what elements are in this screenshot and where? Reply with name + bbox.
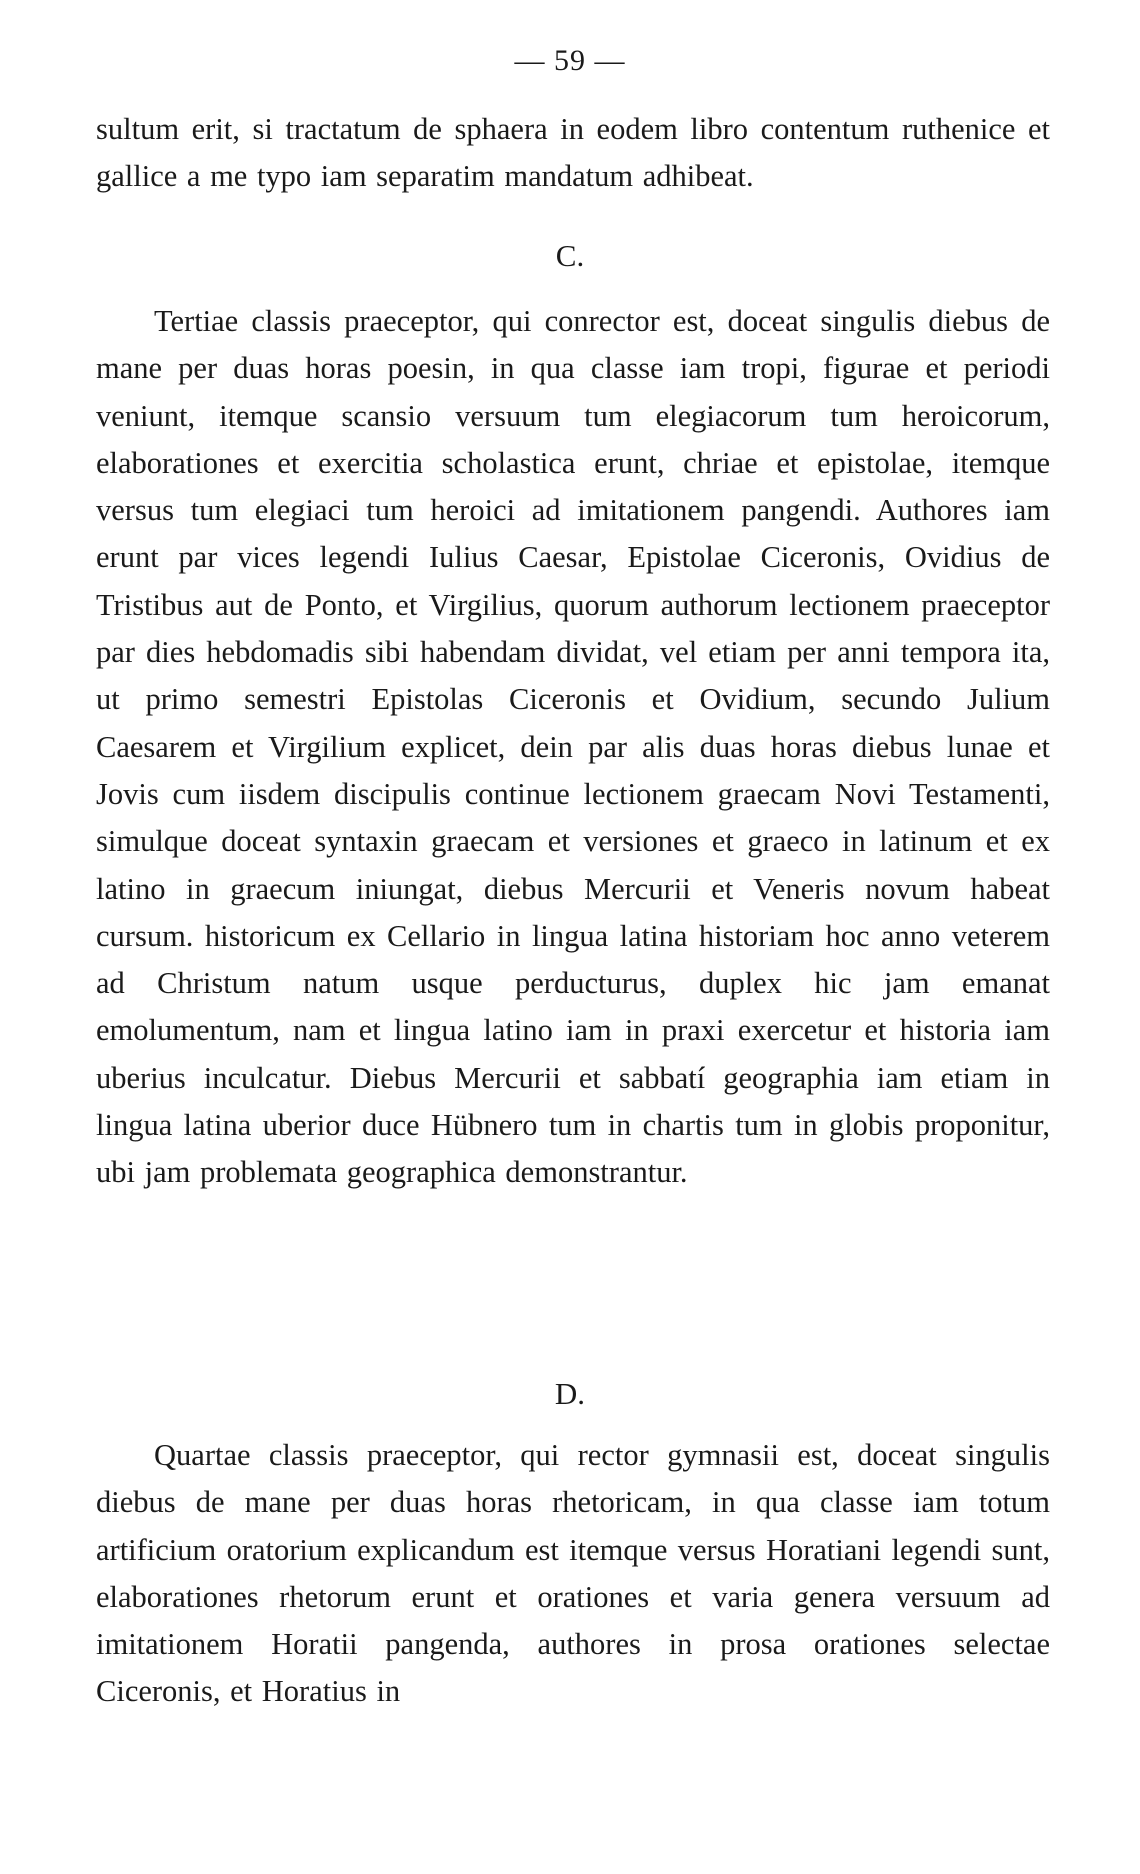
continuation-text: sultum erit, si tractatum de sphaera in eodem libro contentum ruthenice et gallice a me typo iam separatim mandatum adhibeat. [96, 112, 1050, 194]
section-d-heading: D. [554, 1376, 586, 1411]
section-c-heading: C. [555, 238, 585, 273]
page-number: — 59 — [514, 44, 626, 77]
section-d-text: Quartae classis praeceptor, qui rector gymnasii est, doceat singulis diebus de mane per duas horas rhetoricam, in qua classe iam totum artificium oratorium explicandum est itemque versus Horatiani legendi sunt, elaborationes rhetorum erunt et orationes et varia genera versuum ad imitationem Horatii pangenda, authores in prosa orationes selectae Ciceronis, et Horatius in [96, 1438, 1050, 1709]
section-d-paragraph [96, 1432, 1050, 1716]
continuation-paragraph [96, 106, 1050, 201]
section-c-text: Tertiae classis praeceptor, qui conrector est, doceat singulis diebus de mane per duas horas poesin, in qua classe iam tropi, figurae et periodi veniunt, itemque scansio versuum tum elegiacorum tum heroicorum, elaborationes et exercitia scholastica erunt, chriae et epistolae, itemque versus tum elegiaci tum heroici ad imitationem pangendi. Authores iam erunt par vices legendi Iulius Caesar, Epistolae Ciceronis, Ovidius de Tristibus aut de Ponto, et Virgilius, quorum authorum lectionem praeceptor par dies hebdomadis sibi habendam dividat, vel etiam per anni tempora ita, ut primo semestri Epistolas Ciceronis et Ovidium, secundo Julium Caesarem et Virgilium explicet, dein par alis duas horas diebus lunae et Jovis cum iisdem discipulis continue lectionem graecam Novi Testamenti, simulque doceat syntaxin graecam et versiones et graeco in latinum et ex latino in graecum iniungat, diebus Mercurii et Veneris novum habeat cursum. historicum ex Cellario in lingua latina historiam hoc anno veterem ad Christum natum usque perducturus, duplex hic jam emanat emolumentum, nam et lingua latino iam in praxi exercetur et historia iam uberius inculcatur. Diebus Mercurii et sabbatí geographia iam etiam in lingua latina uberior duce Hübnero tum in chartis tum in globis proponitur, ubi jam problemata geographica demonstrantur. [96, 304, 1050, 1190]
section-c-paragraph [96, 298, 1050, 1197]
